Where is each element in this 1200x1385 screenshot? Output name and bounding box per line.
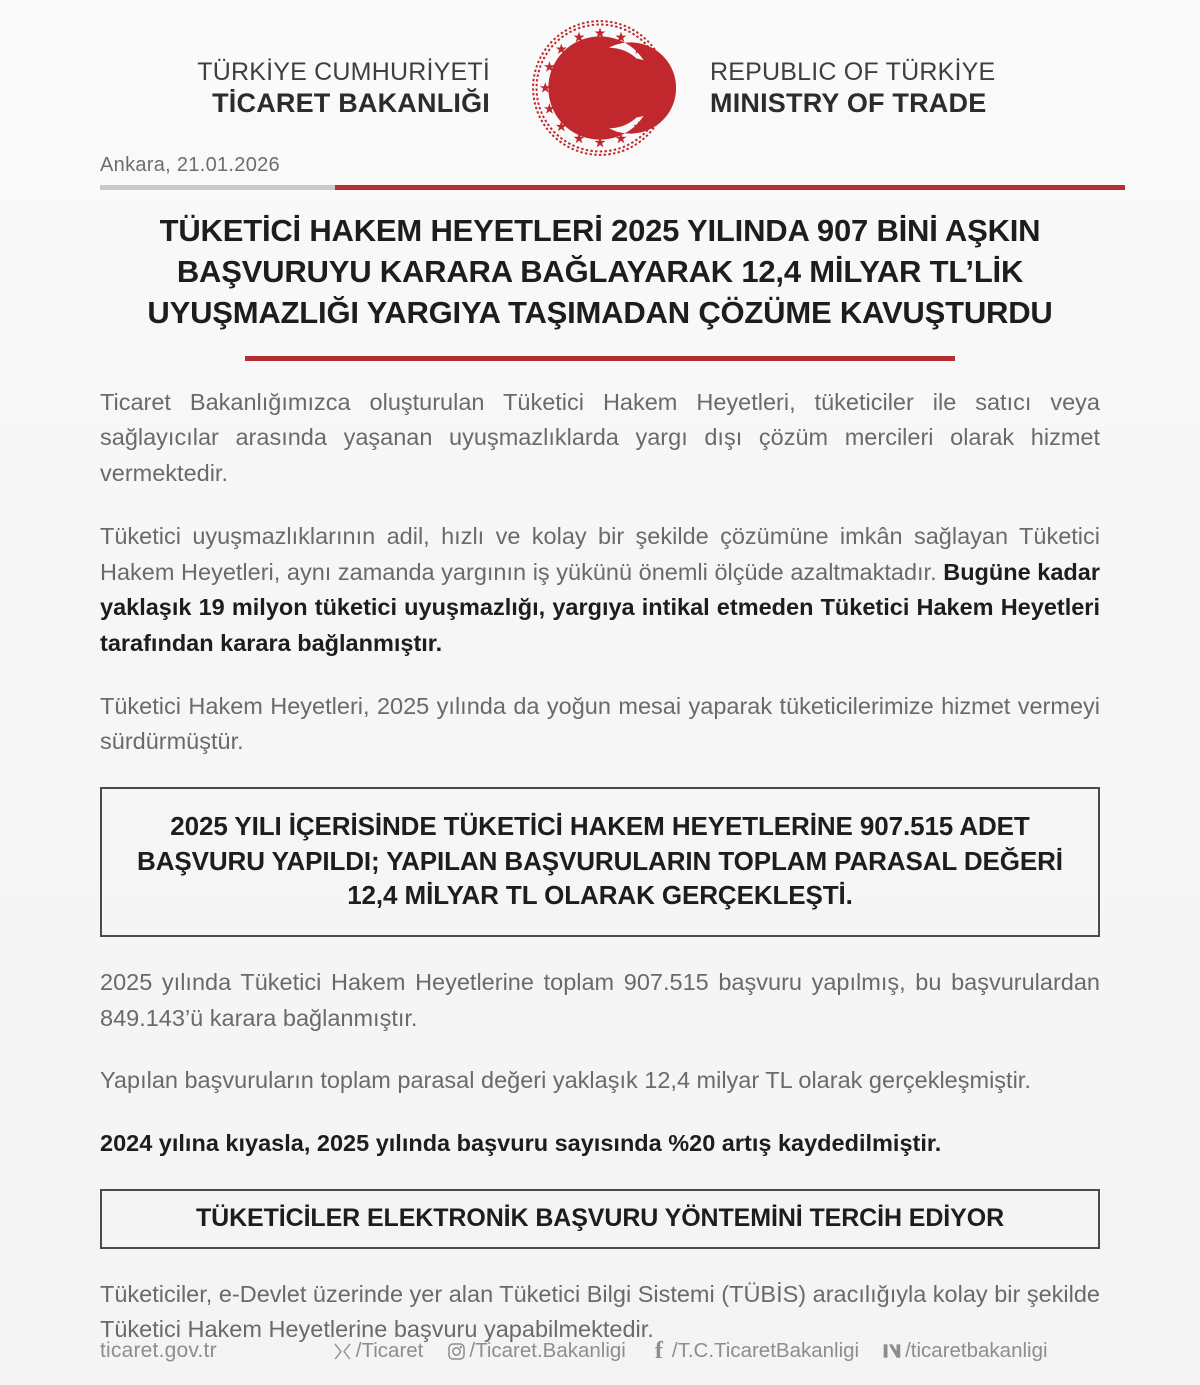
social-link-instagram[interactable] (445, 1339, 625, 1363)
social-handle-facebook: /T.C.TicaretBakanligi (671, 1339, 860, 1362)
facebook-icon: f (654, 1338, 663, 1364)
dateline: Ankara, 21.01.2026 (100, 154, 280, 176)
social-link-x[interactable] (332, 1339, 424, 1363)
ministry-name-english (710, 58, 1010, 118)
turkish-republic-emblem-icon (524, 12, 676, 164)
x-twitter-icon (332, 1340, 354, 1362)
paragraph-3: Tüketici Hakem Heyetleri, 2025 yılında da yoğun mesai yaparak tüketicilerimize hizmet vermeyi sürdürmüştür. (100, 692, 1100, 755)
title-underline (245, 356, 955, 361)
social-handle-x: /Ticaret (355, 1339, 424, 1362)
instagram-icon (445, 1340, 467, 1362)
social-handle-instagram: /Ticaret.Bakanligi (469, 1339, 626, 1362)
paragraph-2-normal: Tüketici uyuşmazlıklarının adil, hızlı ve kolay bir şekilde çözümüne imkân sağlayan Tüketici Hakem Heyetleri, aynı zamanda yargının iş yükünü önemli ölçüde azaltmaktadır. (100, 522, 1100, 585)
paragraph-2 (100, 519, 1100, 662)
paragraph-1: Ticaret Bakanlığımızca oluşturulan Tüketici Hakem Heyetleri, tüketiciler ile satıcı veya sağlayıcılar arasında yaşanan uyuşmazlıklarda yargı dışı çözüm mercileri olarak hizmet vermektedir. (100, 388, 1100, 487)
social-handle-nsosyal: /ticaretbakanligi (905, 1339, 1048, 1362)
website-link[interactable]: ticaret.gov.tr (100, 1339, 217, 1362)
paragraph-4: 2025 yılında Tüketici Hakem Heyetlerine toplam 907.515 başvuru yapılmış, bu başvurulardan 849.143’ü karara bağlanmıştır. (100, 968, 1100, 1031)
ministry-name-turkish (190, 58, 490, 118)
social-links (332, 1339, 1048, 1363)
social-link-facebook[interactable] (648, 1339, 859, 1363)
electronic-application-callout-box: TÜKETİCİLER ELEKTRONİK BAŞVURU YÖNTEMİNİ TERCİH EDİYOR (100, 1189, 1100, 1249)
divider-red-segment (335, 185, 1125, 190)
ministry-label-english: MINISTRY OF TRADE (710, 87, 987, 118)
statistics-callout-box: 2025 YILI İÇERİSİNDE TÜKETİCİ HAKEM HEYETLERİNE 907.515 ADET BAŞVURU YAPILDI; YAPILAN BAŞVURULARIN TOPLAM PARASAL DEĞERİ 12,4 MİLYAR TL OLARAK GERÇEKLEŞTİ. (100, 787, 1100, 937)
paragraph-6-highlight: 2024 yılına kıyasla, 2025 yılında başvuru sayısında %20 artış kaydedilmiştir. (100, 1130, 942, 1157)
ministry-label-turkish: TİCARET BAKANLIĞI (212, 87, 490, 118)
divider-grey-segment (100, 185, 335, 190)
paragraph-7: Tüketiciler, e-Devlet üzerinde yer alan Tüketici Bilgi Sistemi (TÜBİS) aracılığıyla kolay bir şekilde Tüketici Hakem Heyetlerine başvuru yapabilmektedir. (100, 1280, 1100, 1343)
header-divider (0, 185, 1200, 190)
paragraph-2-emphasis: Bugüne kadar yaklaşık 19 milyon tüketici uyuşmazlığı, yargıya intikal etmeden Tüketici Hakem Heyetleri tarafından karara bağlanmıştır. (100, 558, 1100, 656)
page-title: TÜKETİCİ HAKEM HEYETLERİ 2025 YILINDA 907 BİNİ AŞKIN BAŞVURUYU KARARA BAĞLAYARAK 12,4 MİLYAR TL’LİK UYUŞMAZLIĞI YARGIYA TAŞIMADAN ÇÖZÜME KAVUŞTURDU (147, 213, 1053, 331)
republic-label-english: REPUBLIC OF TÜRKİYE (710, 57, 996, 86)
social-link-nsosyal[interactable] (881, 1339, 1047, 1363)
footer (0, 1339, 1200, 1363)
nsosyal-icon (881, 1340, 903, 1362)
republic-label-turkish: TÜRKİYE CUMHURİYETİ (197, 57, 490, 86)
masthead (0, 0, 1200, 148)
article-body (0, 385, 1200, 1349)
paragraph-5: Yapılan başvuruların toplam parasal değeri yaklaşık 12,4 milyar TL olarak gerçekleşmiştir. (100, 1067, 1031, 1094)
